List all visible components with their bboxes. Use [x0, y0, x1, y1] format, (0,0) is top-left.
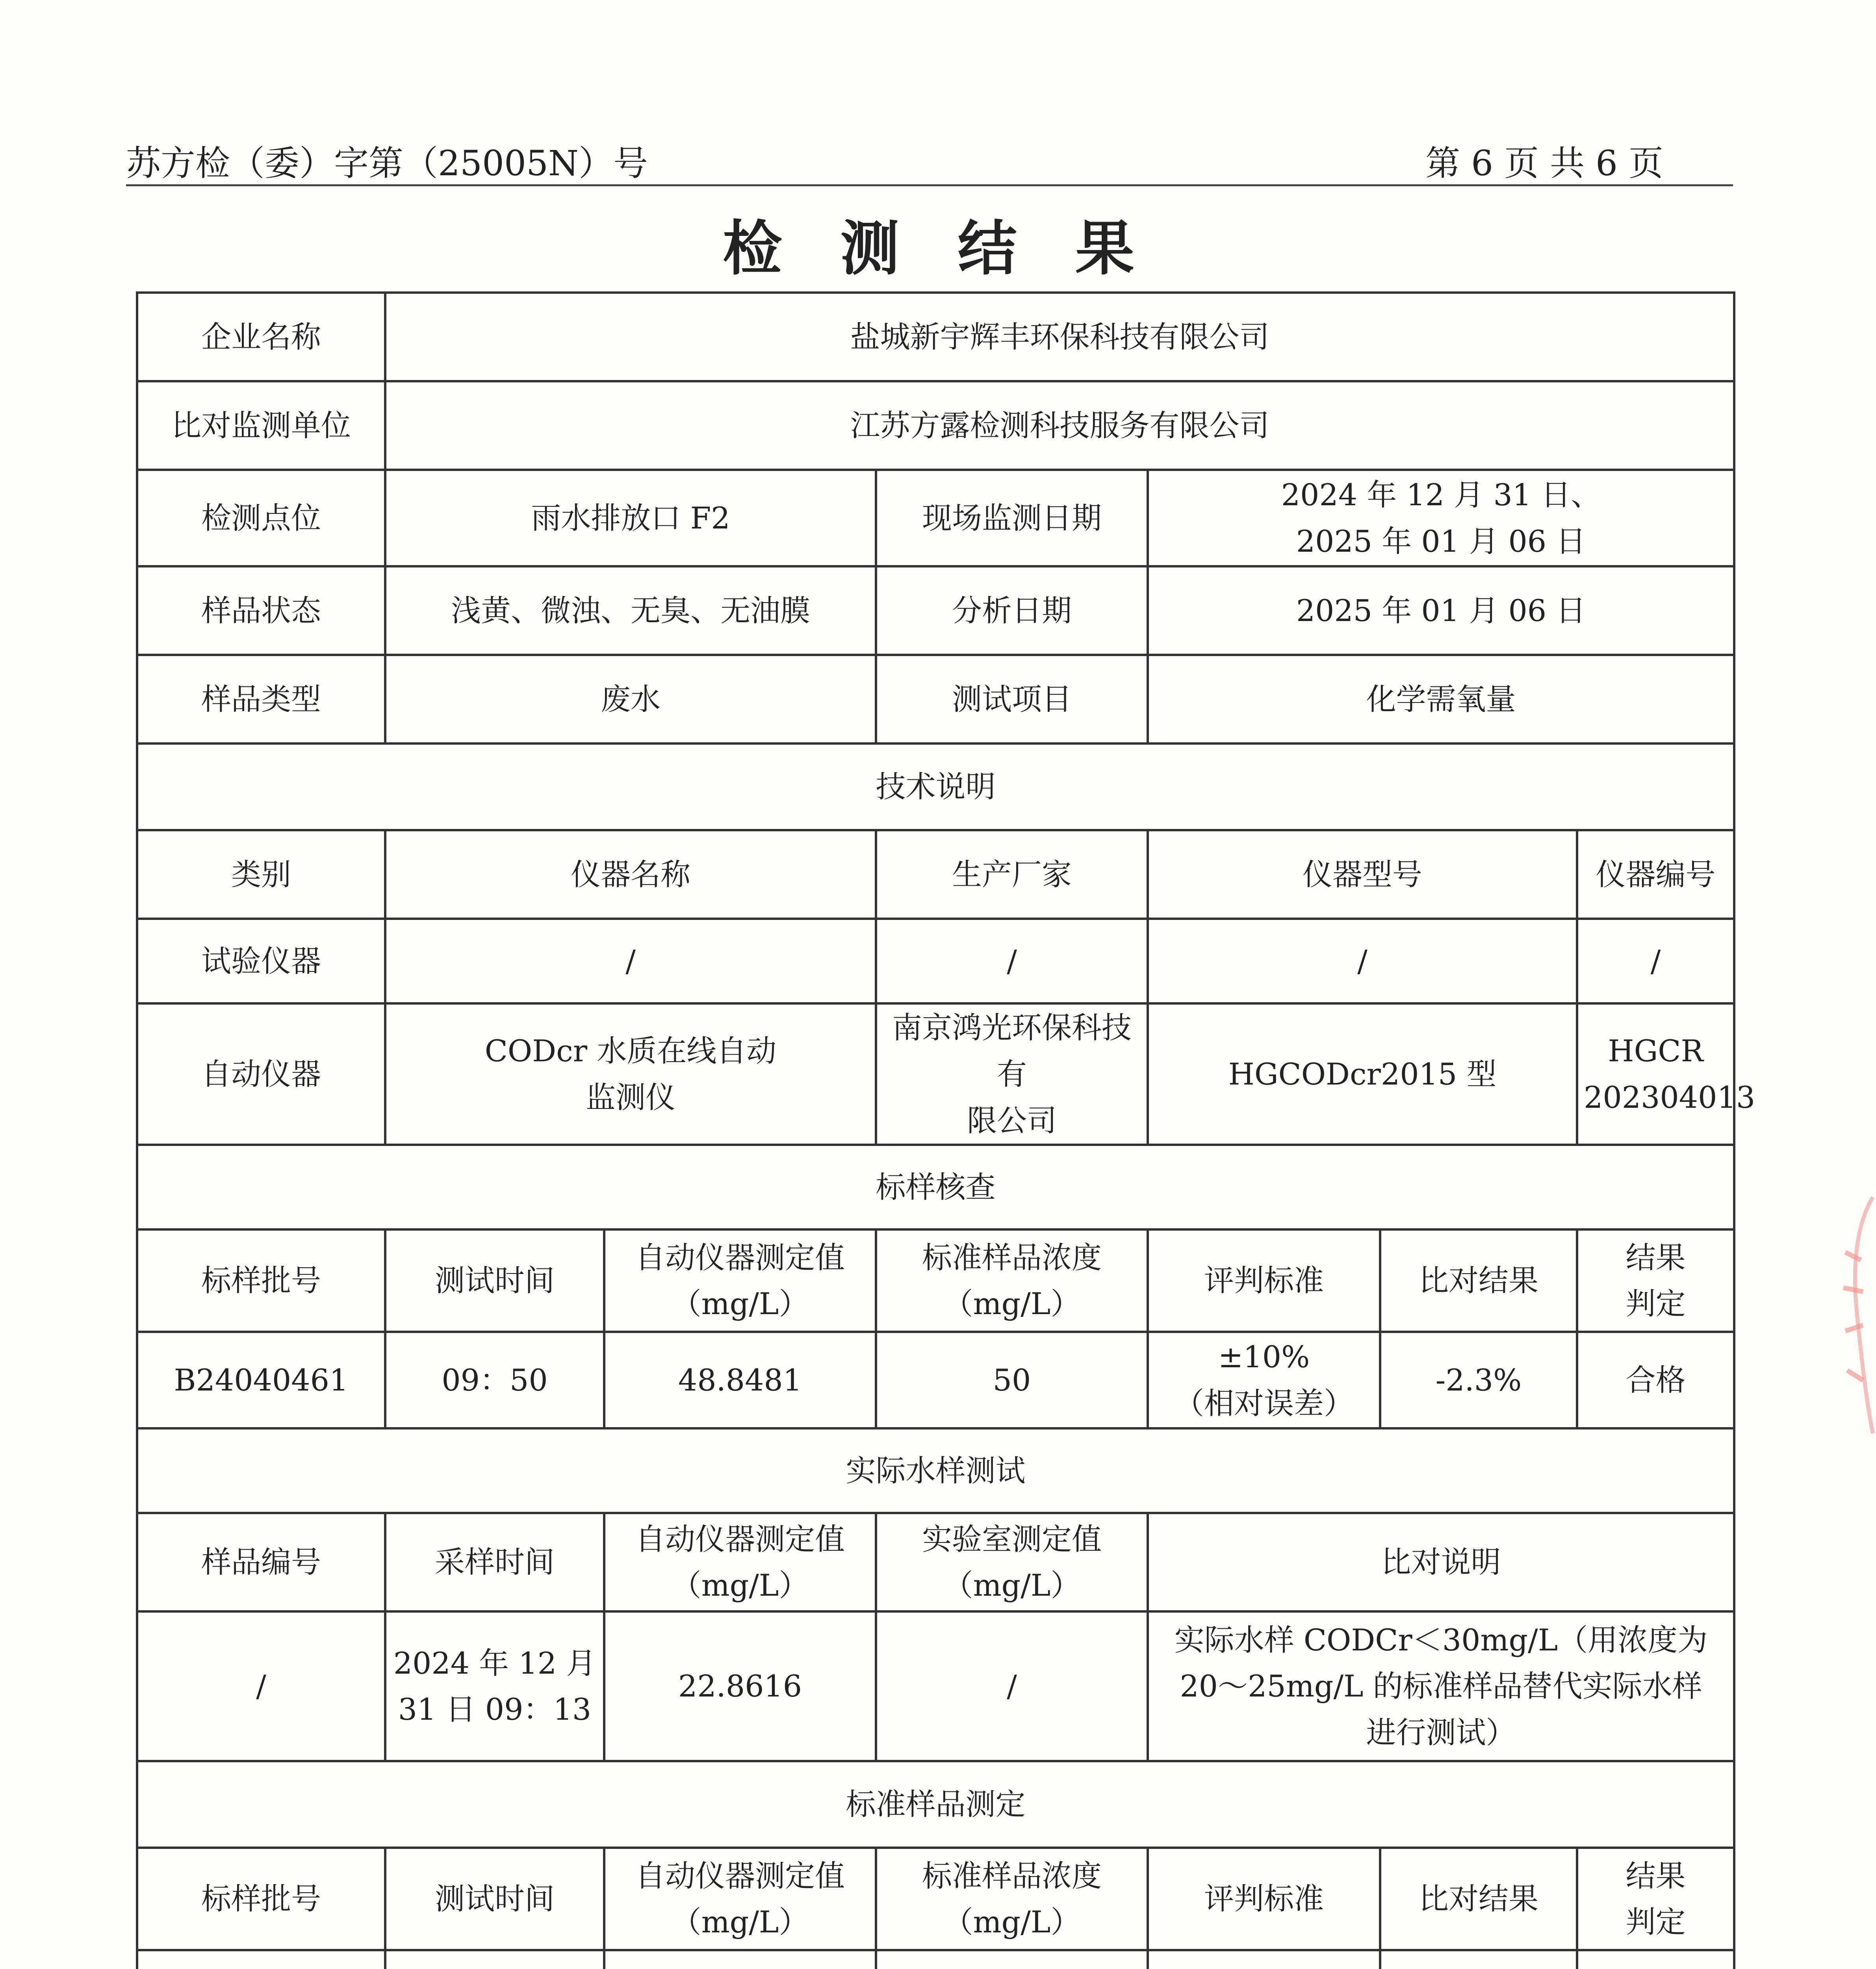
std-check-h-auto-line-1: 自动仪器测定值 — [635, 1240, 845, 1275]
std-check-criteria — [1148, 1332, 1380, 1428]
std-check-criteria-line-1: ±10% — [1218, 1339, 1310, 1375]
actual-section-row — [137, 1428, 1734, 1513]
std-measure-h-conc-line-1: 标准样品浓度 — [922, 1858, 1102, 1893]
analysis-label: 分析日期 — [876, 566, 1148, 655]
test-instrument-row — [137, 919, 1734, 1003]
tech-header-serial: 仪器编号 — [1577, 830, 1734, 919]
unit-label: 比对监测单位 — [137, 381, 385, 470]
actual-time-line-1: 2024 年 12 月 — [393, 1645, 596, 1681]
auto-instrument-model: HGCODcr2015 型 — [1148, 1003, 1577, 1145]
std-measure-row — [137, 1950, 1734, 1969]
std-measure-h-auto-line-1: 自动仪器测定值 — [635, 1858, 845, 1893]
date-label: 现场监测日期 — [876, 470, 1148, 566]
std-check-h-conc — [876, 1229, 1148, 1332]
actual-auto: 22.8616 — [604, 1611, 876, 1761]
std-check-h-time: 测试时间 — [385, 1229, 604, 1332]
std-measure-section-title: 标准样品测定 — [137, 1761, 1734, 1848]
seal-edge-icon — [1833, 1189, 1876, 1441]
std-measure-judge — [1577, 1950, 1734, 1969]
test-instrument-name: / — [385, 919, 876, 1003]
std-check-data-row — [137, 1332, 1734, 1428]
header-rule — [126, 184, 1733, 186]
std-check-header-row — [137, 1229, 1734, 1332]
date-value — [1148, 470, 1734, 566]
state-value: 浅黄、微浊、无臭、无油膜 — [385, 566, 876, 655]
std-measure-result — [1380, 1950, 1577, 1969]
actual-sample: / — [137, 1611, 385, 1761]
std-measure-criteria — [1148, 1950, 1380, 1969]
auto-instrument-maker — [876, 1003, 1148, 1145]
item-value: 化学需氧量 — [1148, 655, 1734, 743]
company-row — [137, 293, 1734, 381]
state-label: 样品状态 — [137, 566, 385, 655]
std-check-h-batch: 标样批号 — [137, 1229, 385, 1332]
std-check-section-row — [137, 1145, 1734, 1229]
std-measure-h-judge — [1577, 1848, 1734, 1950]
analysis-value: 2025 年 01 月 06 日 — [1148, 566, 1734, 655]
std-check-h-criteria: 评判标准 — [1148, 1229, 1380, 1332]
std-measure-auto — [604, 1950, 876, 1969]
std-check-result: -2.3% — [1380, 1332, 1577, 1428]
std-check-h-conc-line-1: 标准样品浓度 — [922, 1240, 1102, 1275]
std-check-auto: 48.8481 — [604, 1332, 876, 1428]
std-check-h-auto-line-2: （mg/L） — [671, 1286, 809, 1322]
result-table — [136, 291, 1755, 1969]
std-measure-header-row — [137, 1848, 1734, 1950]
auto-instrument-name — [385, 1003, 876, 1145]
actual-desc-line-1: 实际水样 CODCr＜30mg/L（用浓度为 — [1174, 1622, 1708, 1658]
company-value: 盐城新宇辉丰环保科技有限公司 — [385, 293, 1734, 381]
actual-data-row — [137, 1611, 1734, 1761]
tech-header-row — [137, 830, 1734, 919]
actual-h-auto-line-2: （mg/L） — [671, 1568, 809, 1603]
type-row — [137, 655, 1734, 743]
unit-value: 江苏方露检测科技服务有限公司 — [385, 381, 1734, 470]
tech-section-row — [137, 743, 1734, 830]
auto-instrument-name-line-1: CODcr 水质在线自动 — [484, 1033, 777, 1068]
actual-h-desc: 比对说明 — [1148, 1513, 1734, 1611]
item-label: 测试项目 — [876, 655, 1148, 743]
std-check-h-judge-line-1: 结果 — [1625, 1240, 1686, 1275]
report-number: 苏方检（委）字第（25005N）号 — [126, 143, 648, 184]
tech-header-maker: 生产厂家 — [876, 830, 1148, 919]
actual-h-lab-line-2: （mg/L） — [943, 1568, 1081, 1603]
std-check-judge: 合格 — [1577, 1332, 1734, 1428]
actual-h-time: 采样时间 — [385, 1513, 604, 1611]
std-check-batch: B24040461 — [137, 1332, 385, 1428]
test-instrument-model: / — [1148, 919, 1577, 1003]
std-check-h-conc-line-2: （mg/L） — [943, 1286, 1081, 1322]
auto-instrument-label: 自动仪器 — [137, 1003, 385, 1145]
auto-instrument-serial: HGCR 202304013 — [1577, 1003, 1734, 1145]
std-check-h-result: 比对结果 — [1380, 1229, 1577, 1332]
auto-instrument-name-line-2: 监测仪 — [586, 1079, 675, 1115]
std-measure-section-row — [137, 1761, 1734, 1848]
page-info: 第 6 页 共 6 页 — [1425, 143, 1663, 184]
std-check-time: 09：50 — [385, 1332, 604, 1428]
unit-row — [137, 381, 1734, 470]
tech-section-title: 技术说明 — [137, 743, 1734, 830]
auto-instrument-row — [137, 1003, 1734, 1145]
state-row — [137, 566, 1734, 655]
actual-time-line-2: 31 日 09：13 — [398, 1692, 592, 1727]
actual-lab: / — [876, 1611, 1148, 1761]
auto-instrument-maker-line-1: 南京鸿光环保科技有 — [892, 1010, 1132, 1092]
std-measure-h-conc-line-2: （mg/L） — [943, 1904, 1081, 1940]
tech-header-model: 仪器型号 — [1148, 830, 1577, 919]
page-title: 检 测 结 果 — [723, 214, 1153, 283]
actual-h-lab — [876, 1513, 1148, 1611]
auto-instrument-maker-line-2: 限公司 — [967, 1103, 1057, 1138]
point-label: 检测点位 — [137, 470, 385, 566]
std-measure-conc — [876, 1950, 1148, 1969]
actual-desc-line-2: 20～25mg/L 的标准样品替代实际水样 — [1180, 1669, 1702, 1704]
type-value: 废水 — [385, 655, 876, 743]
type-label: 样品类型 — [137, 655, 385, 743]
std-check-h-auto — [604, 1229, 876, 1332]
std-check-h-judge — [1577, 1229, 1734, 1332]
actual-h-auto — [604, 1513, 876, 1611]
std-measure-batch — [137, 1950, 385, 1969]
actual-h-auto-line-1: 自动仪器测定值 — [635, 1521, 845, 1557]
test-instrument-serial: / — [1577, 919, 1734, 1003]
date-line-2: 2025 年 01 月 06 日 — [1296, 523, 1586, 559]
test-instrument-label: 试验仪器 — [137, 919, 385, 1003]
test-instrument-maker: / — [876, 919, 1148, 1003]
std-check-h-judge-line-2: 判定 — [1625, 1286, 1686, 1322]
point-row — [137, 470, 1734, 566]
std-measure-h-conc — [876, 1848, 1148, 1950]
std-measure-h-criteria: 评判标准 — [1148, 1848, 1380, 1950]
std-check-criteria-line-2: （相对误差） — [1174, 1385, 1354, 1421]
std-measure-h-result: 比对结果 — [1380, 1848, 1577, 1950]
company-label: 企业名称 — [137, 293, 385, 381]
std-check-section-title: 标样核查 — [137, 1145, 1734, 1229]
std-check-conc: 50 — [876, 1332, 1148, 1428]
actual-desc — [1148, 1611, 1734, 1761]
actual-h-lab-line-1: 实验室测定值 — [922, 1521, 1102, 1557]
date-line-1: 2024 年 12 月 31 日、 — [1281, 477, 1601, 512]
std-measure-h-time: 测试时间 — [385, 1848, 604, 1950]
actual-desc-line-3: 进行测试） — [1366, 1715, 1516, 1750]
point-value: 雨水排放口 F2 — [385, 470, 876, 566]
actual-h-sample: 样品编号 — [137, 1513, 385, 1611]
std-measure-time — [385, 1950, 604, 1969]
std-measure-h-auto-line-2: （mg/L） — [671, 1904, 809, 1940]
tech-header-category: 类别 — [137, 830, 385, 919]
red-seal-fragment — [1833, 1189, 1876, 1441]
std-measure-h-batch: 标样批号 — [137, 1848, 385, 1950]
actual-time — [385, 1611, 604, 1761]
tech-header-name: 仪器名称 — [385, 830, 876, 919]
actual-section-title: 实际水样测试 — [137, 1428, 1734, 1513]
std-measure-h-judge-line-1: 结果 — [1625, 1858, 1686, 1893]
std-measure-h-auto — [604, 1848, 876, 1950]
actual-header-row — [137, 1513, 1734, 1611]
std-measure-h-judge-line-2: 判定 — [1625, 1904, 1686, 1940]
